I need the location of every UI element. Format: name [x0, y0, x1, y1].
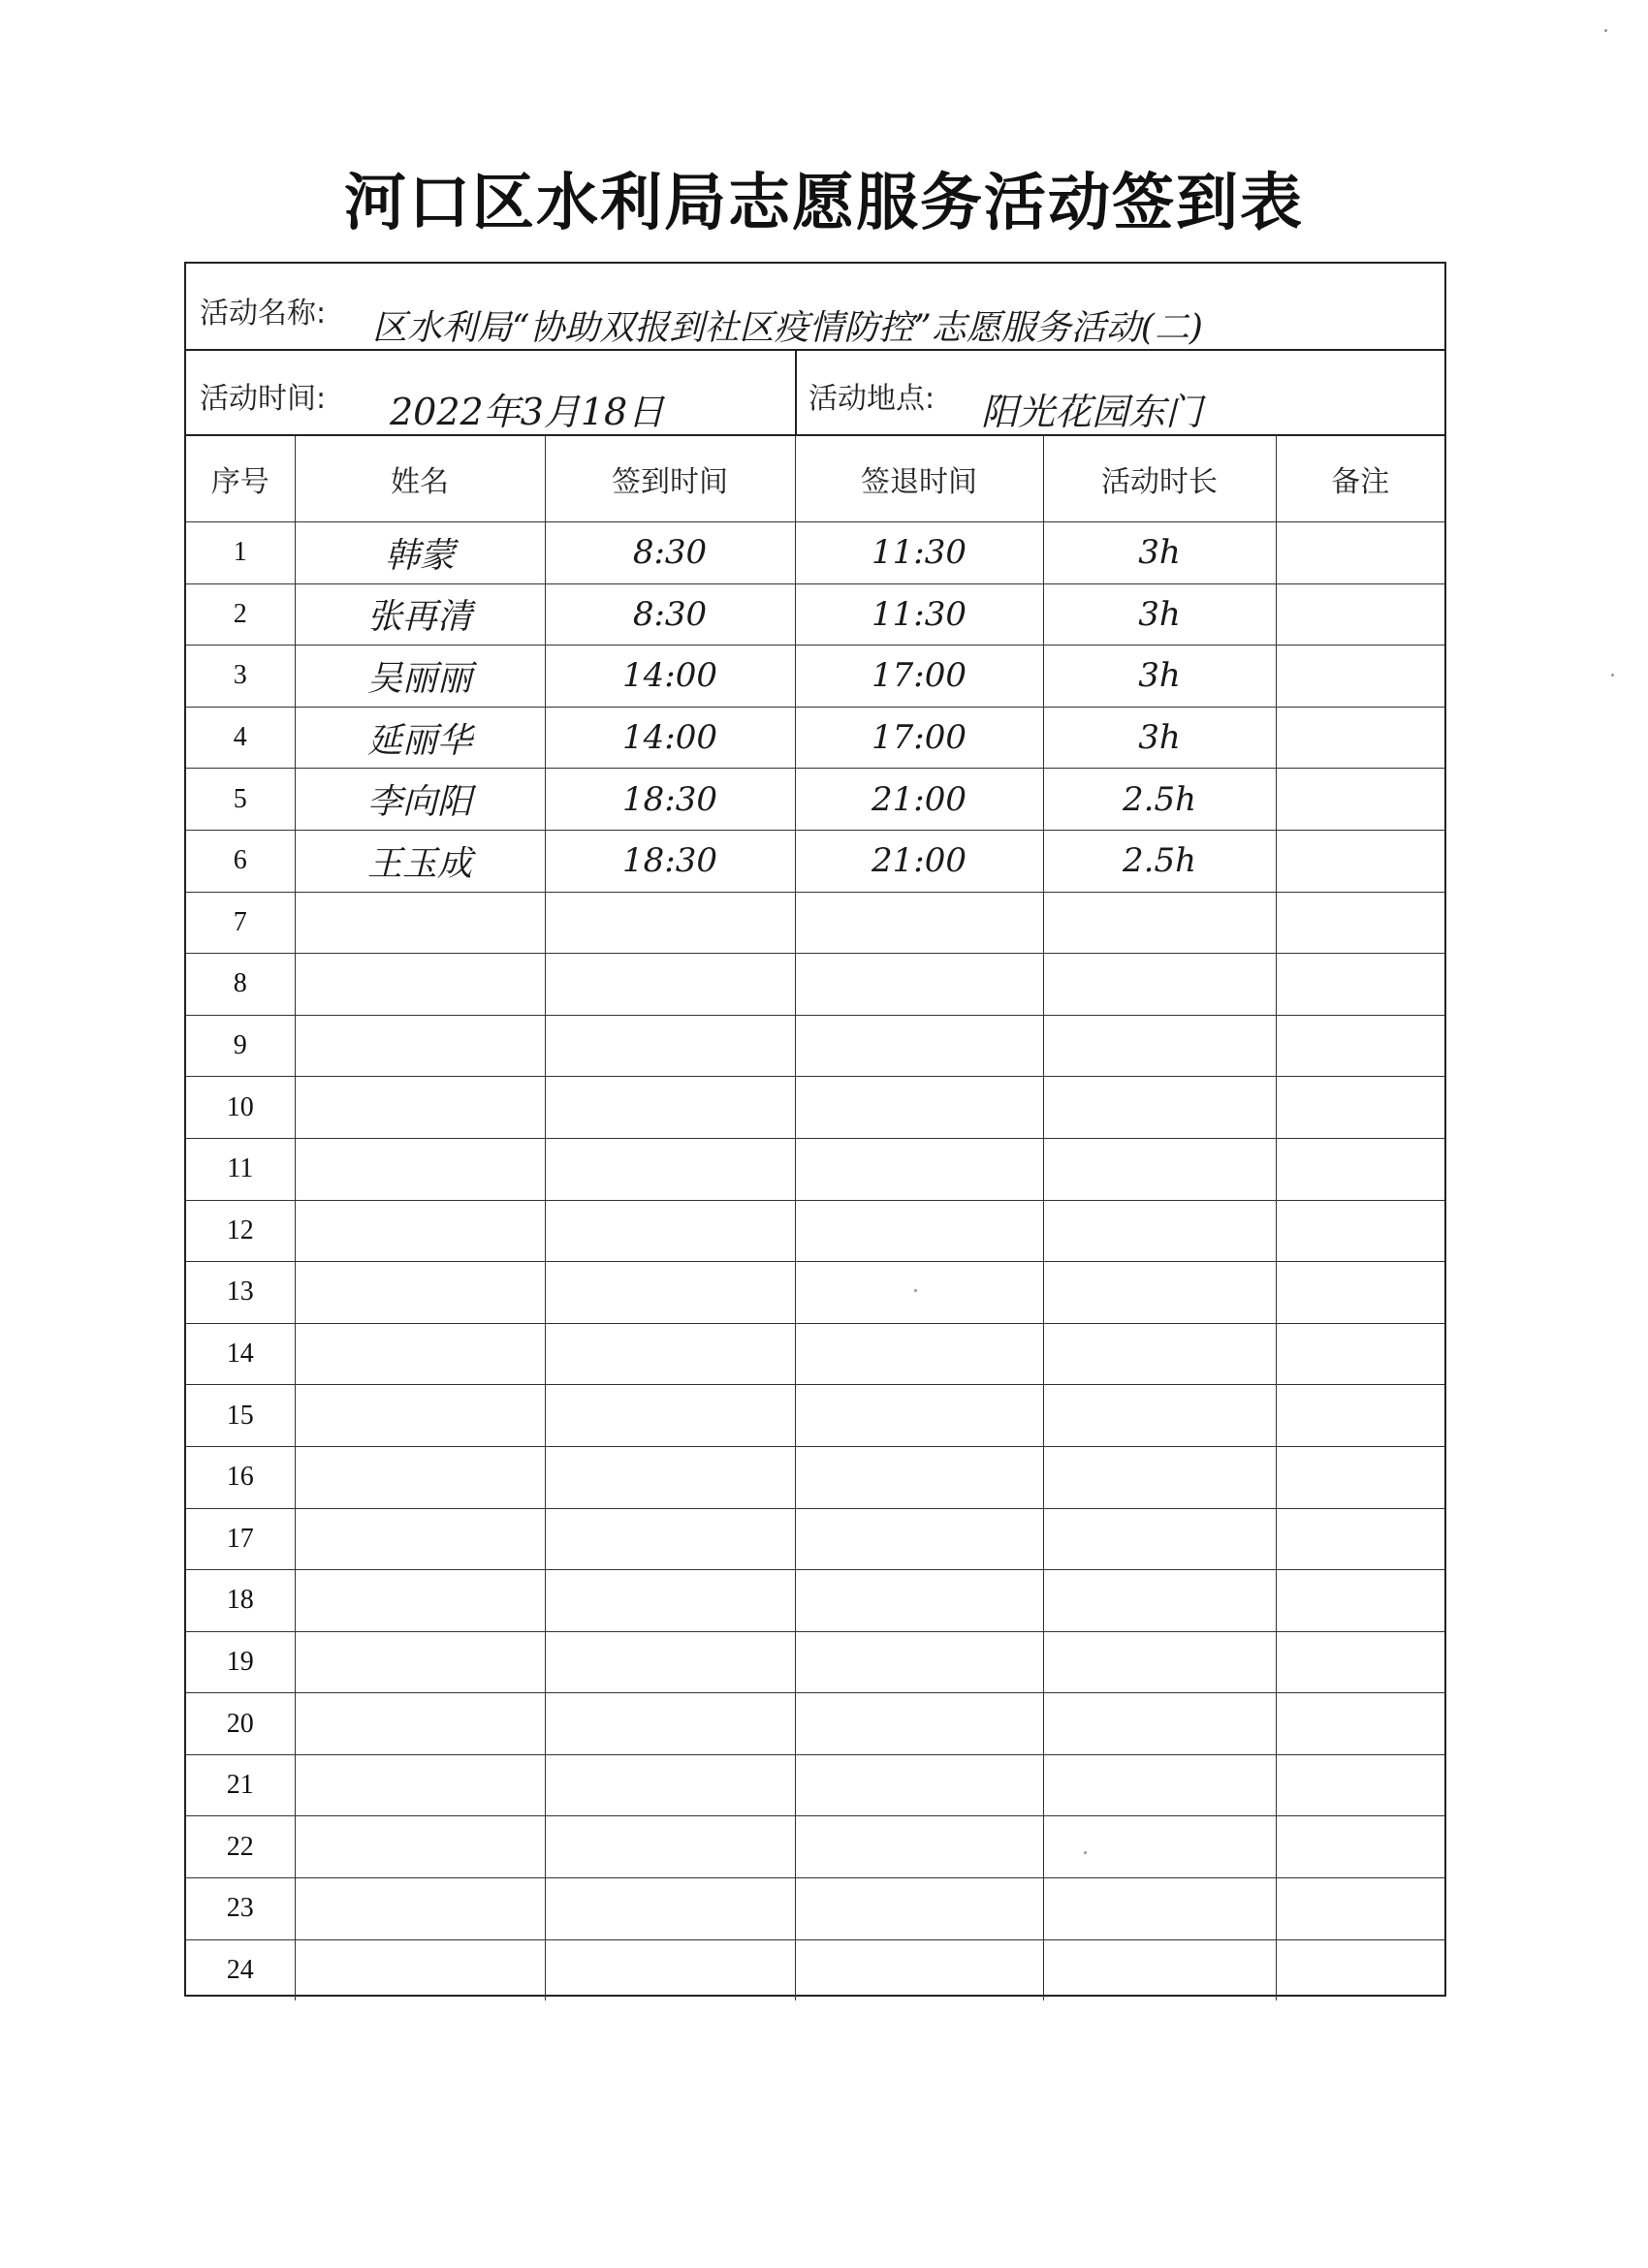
remark-cell	[1276, 1693, 1444, 1755]
name-cell	[295, 1878, 545, 1940]
duration-cell: 3h	[1043, 707, 1276, 769]
duration-cell	[1043, 1816, 1276, 1878]
name-cell	[295, 1570, 545, 1632]
name-cell	[295, 1015, 545, 1077]
sign-out-cell	[795, 1570, 1043, 1632]
row-number: 5	[186, 769, 295, 831]
info-divider	[795, 351, 797, 436]
sign-out-cell	[795, 1878, 1043, 1940]
sign-out-cell	[795, 1754, 1043, 1816]
table-row	[186, 1446, 1444, 1508]
name-cell	[295, 1200, 545, 1262]
row-number: 21	[186, 1754, 295, 1816]
row-number: 9	[186, 1015, 295, 1077]
duration-cell	[1043, 954, 1276, 1016]
table-row	[186, 1262, 1444, 1324]
sign-out-cell	[795, 1015, 1043, 1077]
activity-name-row	[186, 264, 1444, 351]
duration-cell	[1043, 1077, 1276, 1139]
duration-cell	[1043, 1878, 1276, 1940]
activity-name-label: 活动名称:	[200, 297, 327, 331]
duration-cell	[1043, 1015, 1276, 1077]
page-title: 河口区水利局志愿服务活动签到表	[344, 168, 1304, 239]
sign-in-cell	[545, 1200, 795, 1262]
remark-cell	[1276, 1508, 1444, 1570]
sign-out-cell: 21:00	[795, 830, 1043, 892]
row-number: 20	[186, 1693, 295, 1755]
sign-in-cell	[545, 1570, 795, 1632]
name-cell: 韩蒙	[295, 522, 545, 584]
table-row	[186, 892, 1444, 954]
sign-in-cell: 18:30	[545, 769, 795, 831]
attendance-table	[186, 436, 1444, 2000]
sign-in-cell	[545, 892, 795, 954]
sign-out-cell	[795, 1200, 1043, 1262]
table-row	[186, 1878, 1444, 1940]
sign-in-cell	[545, 1446, 795, 1508]
sign-out-cell	[795, 1077, 1043, 1139]
table-row	[186, 769, 1444, 831]
activity-time-place-row	[186, 351, 1444, 436]
col-header-no: 序号	[186, 436, 295, 522]
remark-cell	[1276, 1015, 1444, 1077]
name-cell	[295, 1508, 545, 1570]
row-number: 17	[186, 1508, 295, 1570]
sign-out-cell: 21:00	[795, 769, 1043, 831]
remark-cell	[1276, 1138, 1444, 1200]
name-cell	[295, 1323, 545, 1385]
sign-in-cell	[545, 1508, 795, 1570]
name-cell	[295, 892, 545, 954]
sign-out-cell	[795, 1939, 1043, 2000]
sign-in-cell	[545, 1878, 795, 1940]
duration-cell	[1043, 1508, 1276, 1570]
sign-in-cell	[545, 1323, 795, 1385]
sign-out-cell: 11:30	[795, 583, 1043, 646]
row-number: 2	[186, 583, 295, 646]
scan-speck	[1611, 674, 1614, 677]
duration-cell: 3h	[1043, 583, 1276, 646]
table-row	[186, 646, 1444, 708]
activity-place-value: 阳光花园东门	[981, 391, 1203, 433]
sign-in-cell	[545, 954, 795, 1016]
col-header-sign-out: 签退时间	[795, 436, 1043, 522]
remark-cell	[1276, 522, 1444, 584]
name-cell	[295, 1138, 545, 1200]
sign-out-cell: 11:30	[795, 522, 1043, 584]
row-number: 13	[186, 1262, 295, 1324]
remark-cell	[1276, 1200, 1444, 1262]
name-cell	[295, 1693, 545, 1755]
remark-cell	[1276, 892, 1444, 954]
duration-cell: 3h	[1043, 646, 1276, 708]
sign-in-cell: 8:30	[545, 522, 795, 584]
activity-name-value: 区水利局“协助双报到社区疫情防控”志愿服务活动(二)	[372, 308, 1203, 348]
remark-cell	[1276, 707, 1444, 769]
sign-in-cell	[545, 1077, 795, 1139]
table-row	[186, 1693, 1444, 1755]
duration-cell: 2.5h	[1043, 830, 1276, 892]
sign-in-cell	[545, 1816, 795, 1878]
sign-out-cell	[795, 1631, 1043, 1693]
sign-in-cell	[545, 1138, 795, 1200]
duration-cell	[1043, 1200, 1276, 1262]
col-header-remark: 备注	[1276, 436, 1444, 522]
row-number: 19	[186, 1631, 295, 1693]
sign-out-cell	[795, 1385, 1043, 1447]
remark-cell	[1276, 1631, 1444, 1693]
duration-cell	[1043, 1446, 1276, 1508]
table-row	[186, 1939, 1444, 2000]
sign-in-sheet	[184, 262, 1446, 1997]
remark-cell	[1276, 1262, 1444, 1324]
row-number: 14	[186, 1323, 295, 1385]
sign-out-cell	[795, 1508, 1043, 1570]
activity-time-value: 2022年3月18日	[390, 391, 665, 433]
table-row	[186, 1200, 1444, 1262]
remark-cell	[1276, 1570, 1444, 1632]
duration-cell	[1043, 1385, 1276, 1447]
name-cell: 吴丽丽	[295, 646, 545, 708]
remark-cell	[1276, 1385, 1444, 1447]
row-number: 3	[186, 646, 295, 708]
sign-in-cell: 18:30	[545, 830, 795, 892]
remark-cell	[1276, 830, 1444, 892]
scan-speck	[914, 1289, 917, 1292]
col-header-duration: 活动时长	[1043, 436, 1276, 522]
sign-in-cell: 14:00	[545, 707, 795, 769]
sign-out-cell	[795, 1138, 1043, 1200]
name-cell: 延丽华	[295, 707, 545, 769]
table-row	[186, 1816, 1444, 1878]
activity-time-label: 活动时间:	[200, 382, 327, 416]
sign-in-cell: 14:00	[545, 646, 795, 708]
name-cell	[295, 1754, 545, 1816]
remark-cell	[1276, 646, 1444, 708]
duration-cell	[1043, 1570, 1276, 1632]
sign-out-cell	[795, 892, 1043, 954]
duration-cell	[1043, 1323, 1276, 1385]
name-cell	[295, 954, 545, 1016]
name-cell	[295, 1446, 545, 1508]
remark-cell	[1276, 1878, 1444, 1940]
sign-in-cell	[545, 1693, 795, 1755]
remark-cell	[1276, 1446, 1444, 1508]
row-number: 23	[186, 1878, 295, 1940]
duration-cell: 2.5h	[1043, 769, 1276, 831]
table-row	[186, 1570, 1444, 1632]
sign-out-cell	[795, 1446, 1043, 1508]
duration-cell	[1043, 1693, 1276, 1755]
table-row	[186, 707, 1444, 769]
row-number: 18	[186, 1570, 295, 1632]
col-header-sign-in: 签到时间	[545, 436, 795, 522]
sign-in-cell	[545, 1015, 795, 1077]
duration-cell	[1043, 892, 1276, 954]
name-cell	[295, 1631, 545, 1693]
duration-cell	[1043, 1939, 1276, 2000]
sign-in-cell: 8:30	[545, 583, 795, 646]
name-cell	[295, 1385, 545, 1447]
remark-cell	[1276, 1754, 1444, 1816]
sign-in-cell	[545, 1262, 795, 1324]
row-number: 22	[186, 1816, 295, 1878]
name-cell	[295, 1077, 545, 1139]
remark-cell	[1276, 1939, 1444, 2000]
remark-cell	[1276, 954, 1444, 1016]
table-row	[186, 830, 1444, 892]
row-number: 11	[186, 1138, 295, 1200]
sign-out-cell	[795, 954, 1043, 1016]
table-row	[186, 1508, 1444, 1570]
sign-out-cell	[795, 1323, 1043, 1385]
row-number: 10	[186, 1077, 295, 1139]
name-cell	[295, 1816, 545, 1878]
table-row	[186, 583, 1444, 646]
table-row	[186, 1077, 1444, 1139]
duration-cell: 3h	[1043, 522, 1276, 584]
row-number: 12	[186, 1200, 295, 1262]
row-number: 8	[186, 954, 295, 1016]
table-row	[186, 1754, 1444, 1816]
sign-in-cell	[545, 1631, 795, 1693]
duration-cell	[1043, 1631, 1276, 1693]
table-row	[186, 954, 1444, 1016]
sign-out-cell	[795, 1693, 1043, 1755]
table-row	[186, 1138, 1444, 1200]
table-row	[186, 1631, 1444, 1693]
sign-out-cell: 17:00	[795, 707, 1043, 769]
sign-out-cell	[795, 1262, 1043, 1324]
table-row	[186, 1015, 1444, 1077]
row-number: 24	[186, 1939, 295, 2000]
name-cell: 李向阳	[295, 769, 545, 831]
table-header-row	[186, 436, 1444, 522]
row-number: 4	[186, 707, 295, 769]
name-cell	[295, 1939, 545, 2000]
col-header-name: 姓名	[295, 436, 545, 522]
activity-place-label: 活动地点:	[808, 382, 935, 416]
table-row	[186, 1323, 1444, 1385]
duration-cell	[1043, 1262, 1276, 1324]
row-number: 6	[186, 830, 295, 892]
remark-cell	[1276, 1323, 1444, 1385]
table-row	[186, 522, 1444, 584]
scan-speck	[1084, 1851, 1087, 1854]
row-number: 15	[186, 1385, 295, 1447]
sign-out-cell: 17:00	[795, 646, 1043, 708]
remark-cell	[1276, 769, 1444, 831]
name-cell: 王玉成	[295, 830, 545, 892]
duration-cell	[1043, 1754, 1276, 1816]
sign-in-cell	[545, 1939, 795, 2000]
row-number: 16	[186, 1446, 295, 1508]
remark-cell	[1276, 1077, 1444, 1139]
sign-in-cell	[545, 1754, 795, 1816]
name-cell: 张再清	[295, 583, 545, 646]
duration-cell	[1043, 1138, 1276, 1200]
remark-cell	[1276, 583, 1444, 646]
sign-out-cell	[795, 1816, 1043, 1878]
row-number: 7	[186, 892, 295, 954]
row-number: 1	[186, 522, 295, 584]
table-row	[186, 1385, 1444, 1447]
sign-in-cell	[545, 1385, 795, 1447]
scan-speck	[1604, 29, 1607, 32]
name-cell	[295, 1262, 545, 1324]
remark-cell	[1276, 1816, 1444, 1878]
